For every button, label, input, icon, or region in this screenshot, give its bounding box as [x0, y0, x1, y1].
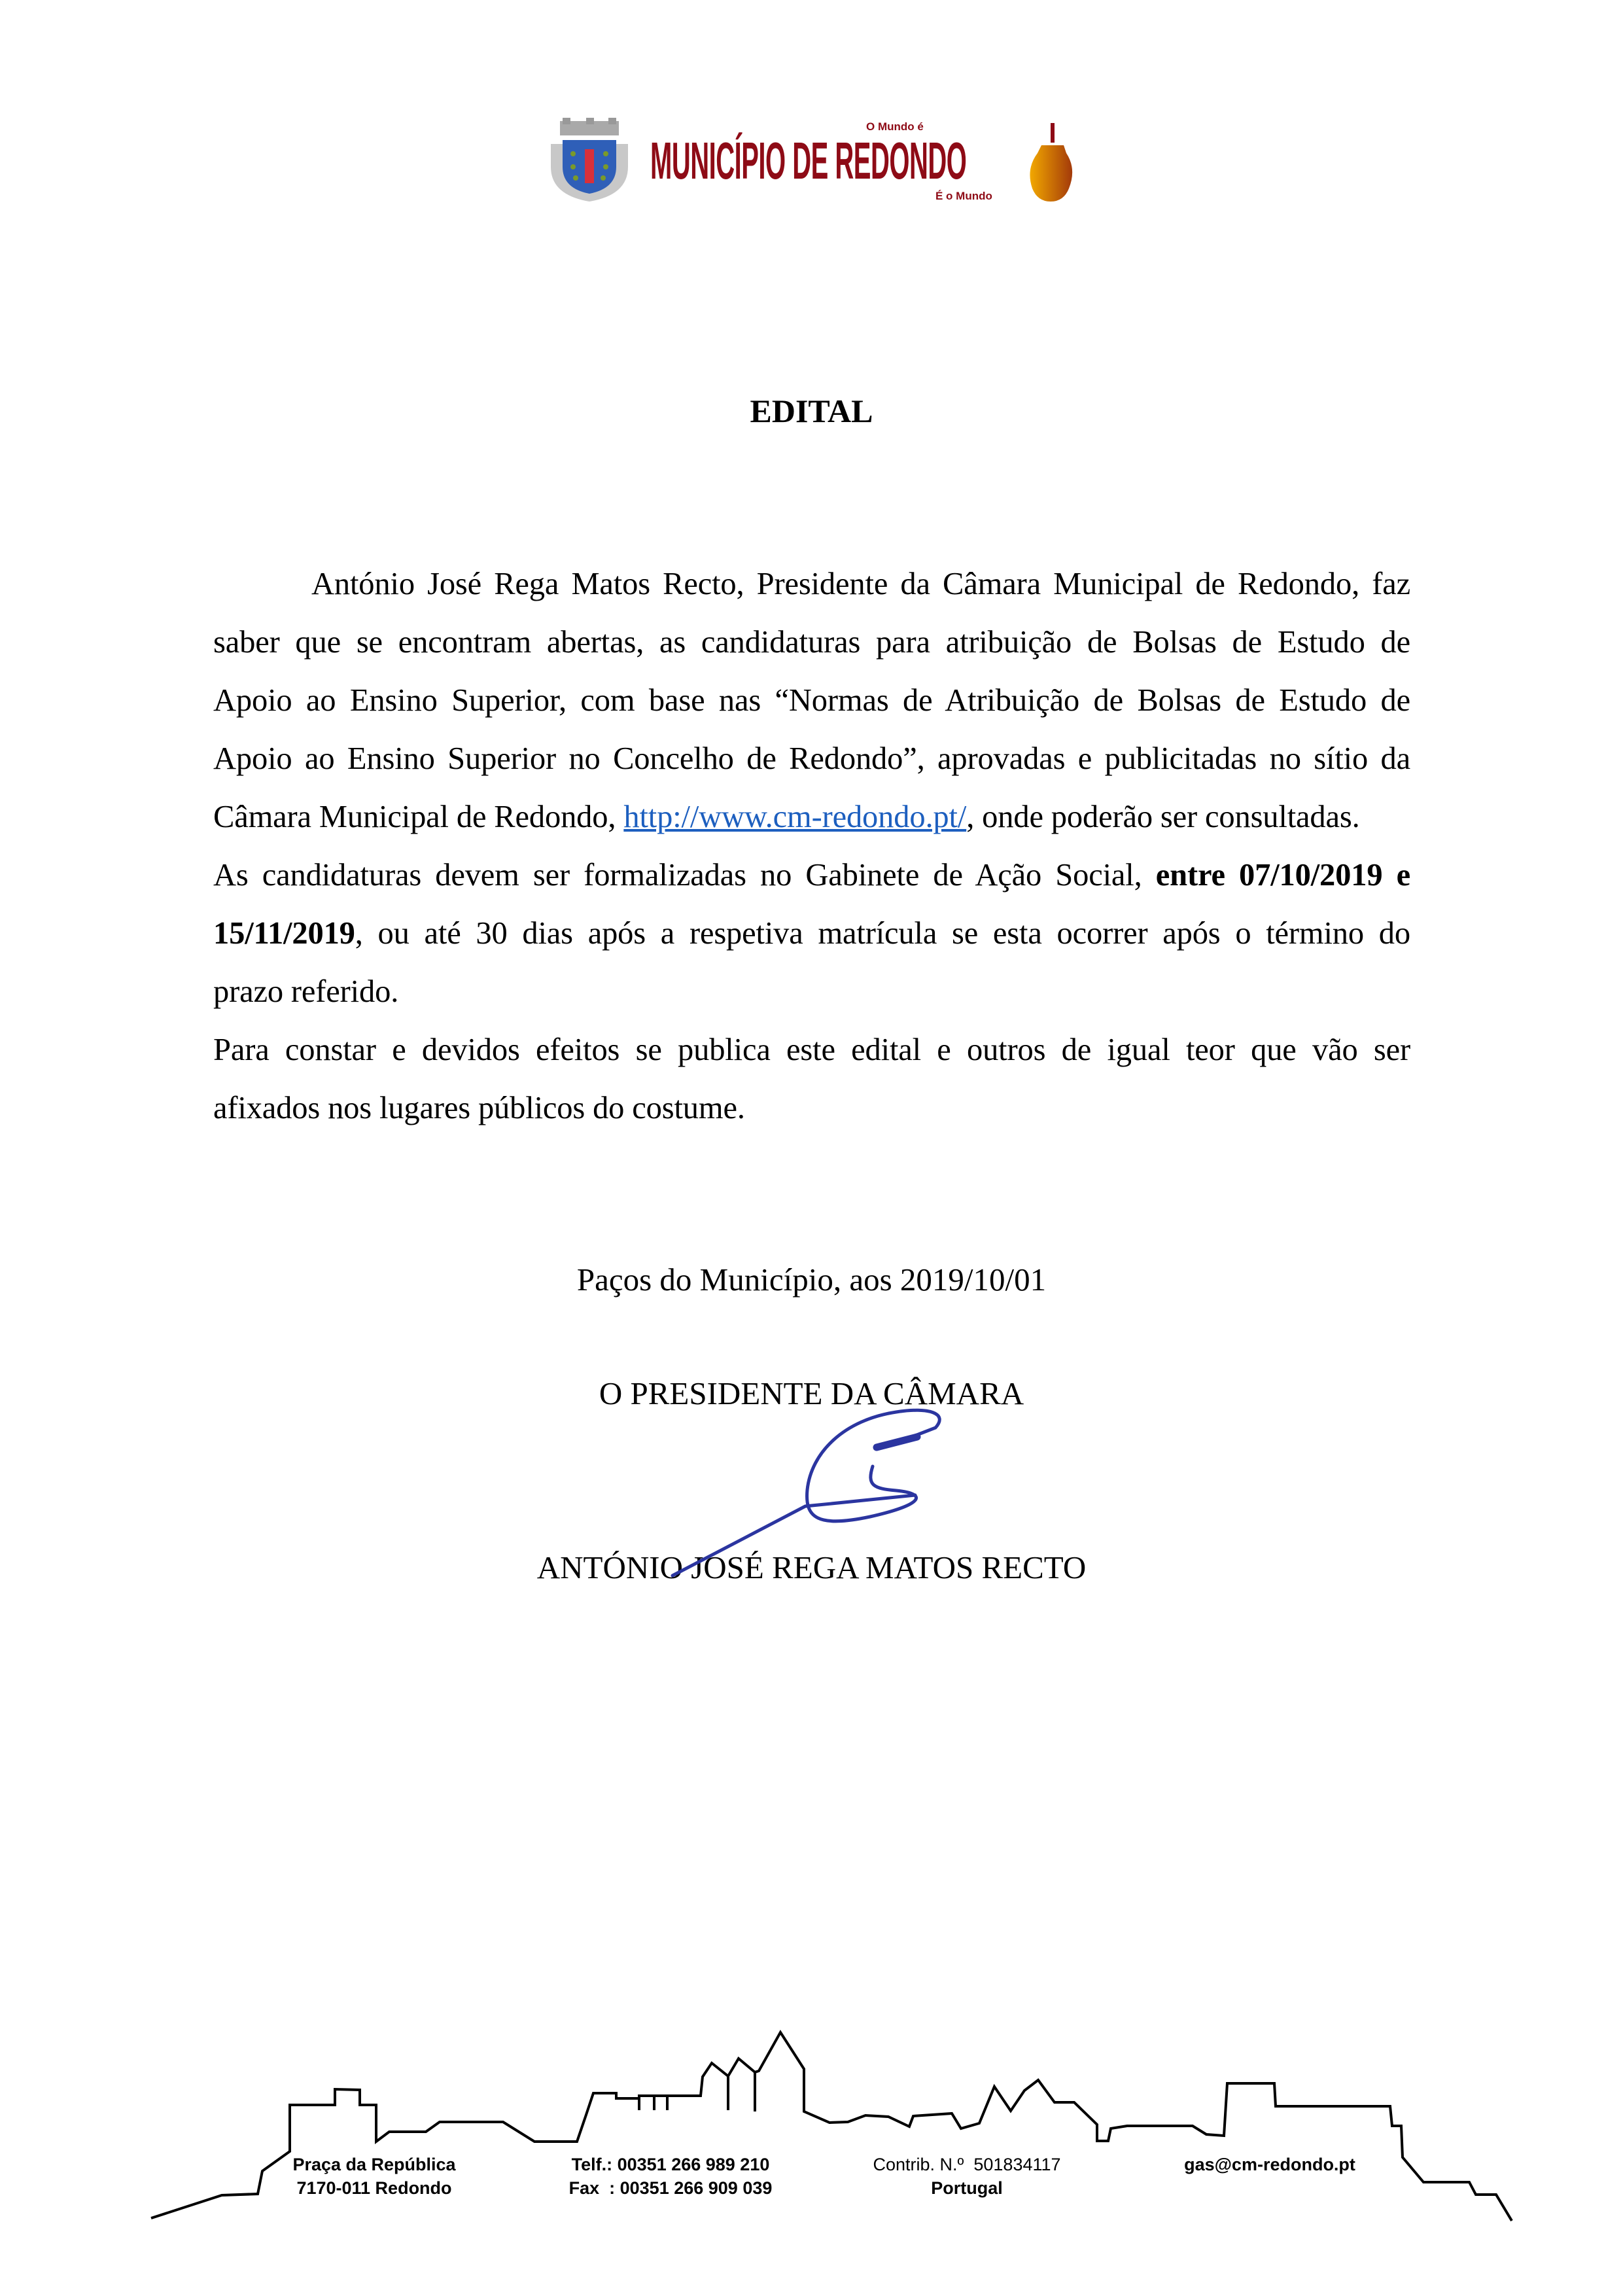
text: prazo referido. — [213, 974, 399, 1009]
text: Apoio ao Ensino Superior, com base nas “Normas de Atribuição de Bolsas de Estudo de — [213, 683, 1410, 718]
footer-email — [1184, 2153, 1355, 2176]
signatory-title: O PRESIDENTE DA CÂMARA — [599, 1375, 1024, 1411]
footer-contacts — [569, 2153, 773, 2200]
footer-address — [292, 2153, 455, 2200]
document-title: EDITAL — [750, 393, 873, 429]
text: , ou até 30 dias após a respetiva matrícula se esta ocorrer após o término do — [355, 916, 1410, 951]
address-line: 7170-011 Redondo — [296, 2178, 452, 2198]
logo-tagline-bottom: É o Mundo — [935, 190, 992, 202]
text: As candidaturas devem ser formalizadas no Gabinete de Ação Social, — [213, 858, 1156, 892]
text: , onde poderão ser consultadas. — [966, 800, 1360, 834]
signatory-name: ANTÓNIO JOSÉ REGA MATOS RECTO — [536, 1549, 1087, 1585]
website-link[interactable]: http://www.cm-redondo.pt/ — [623, 800, 967, 834]
logo-tagline-top: O Mundo é — [866, 120, 924, 133]
country: Portugal — [931, 2178, 1003, 2198]
tax-id: Contrib. N.º 501834117 — [873, 2155, 1061, 2174]
phone-number: Telf.: 00351 266 989 210 — [571, 2155, 770, 2174]
text: saber que se encontram abertas, as candidaturas para atribuição de Bolsas de Estudo de — [213, 625, 1410, 660]
place-date: Paços do Município, aos 2019/10/01 — [576, 1262, 1047, 1298]
date-range-start: entre 07/10/2019 e — [1155, 858, 1410, 892]
text: Apoio ao Ensino Superior no Concelho de Redondo”, aprovadas e publicitadas no sítio da — [213, 741, 1410, 776]
email-address[interactable]: gas@cm-redondo.pt — [1184, 2155, 1355, 2174]
logo-text: MUNICÍPIO DE REDONDO — [650, 132, 967, 190]
text: Câmara Municipal de Redondo, — [213, 800, 624, 834]
text: afixados nos lugares públicos do costume. — [213, 1091, 745, 1125]
date-range-end: 15/11/2019 — [213, 916, 355, 951]
fax-number: Fax : 00351 266 909 039 — [568, 2178, 773, 2198]
text: António José Rega Matos Recto, Presidente da Câmara Municipal de Redondo, faz — [311, 567, 1410, 601]
address-line: Praça da República — [292, 2155, 456, 2174]
text: Para constar e devidos efeitos se publica este edital e outros de igual teor que vão ser — [213, 1033, 1410, 1067]
footer-tax — [873, 2153, 1060, 2200]
